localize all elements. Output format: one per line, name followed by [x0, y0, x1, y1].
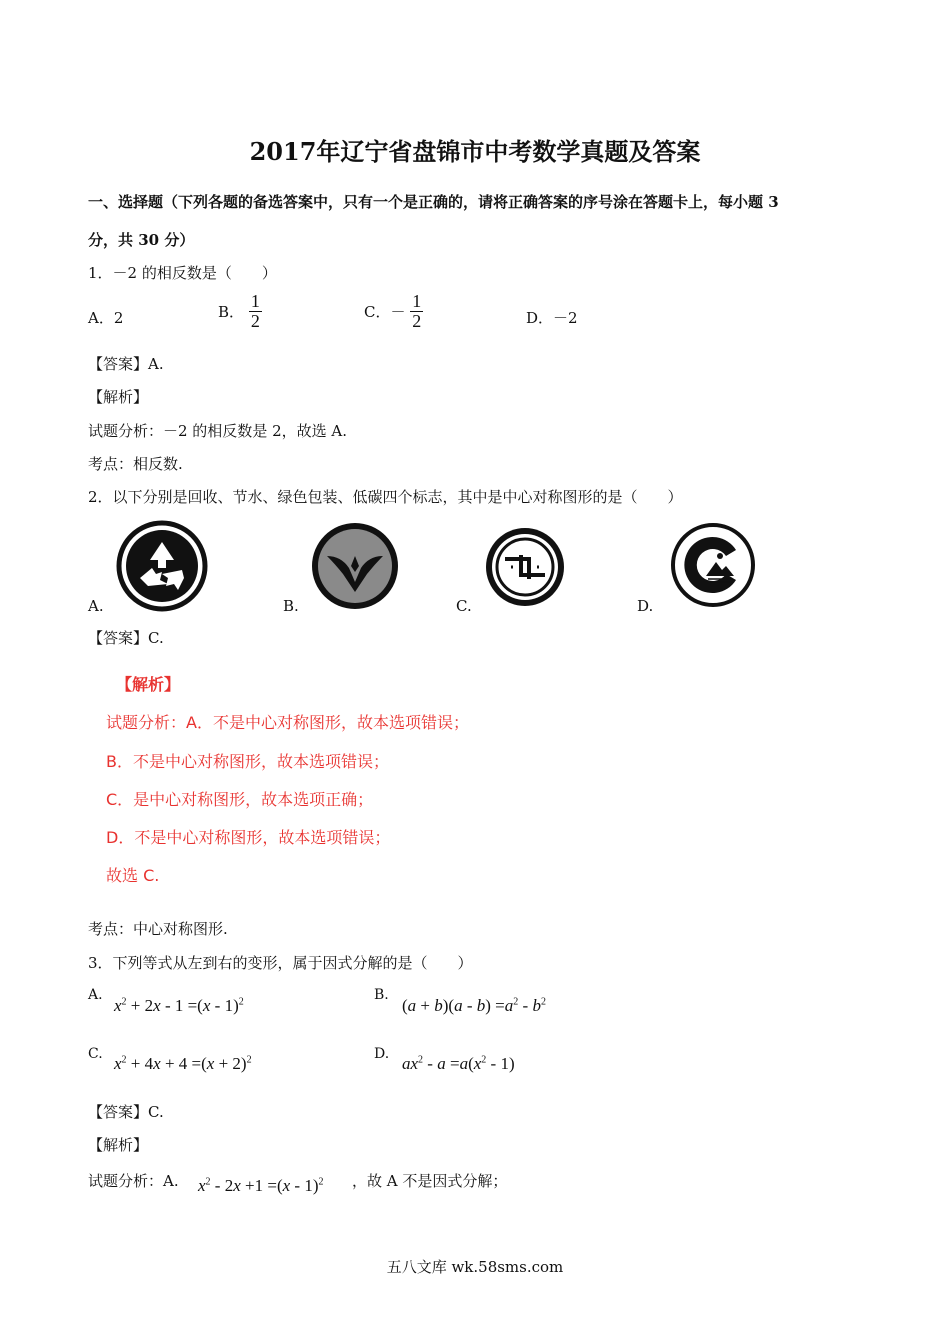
q1-option-b-label: B．	[218, 302, 245, 321]
q2-point: 考点：中心对称图形.	[88, 920, 228, 938]
q3-analysis-suffix: ，故 A 不是因式分解；	[352, 1172, 508, 1190]
q1-option-a: A．2	[88, 309, 124, 327]
q2-analysis-heading: 【解析】	[116, 675, 181, 694]
q2-analysis-line: D．不是中心对称图形，故本选项错误；	[106, 828, 391, 847]
q3-option-d-formula: $ax^2 - a =a(x^2 - 1)$	[402, 1054, 515, 1073]
q2-label-b: B.	[283, 597, 299, 615]
q3-stem: 3．下列等式从左到右的变形，属于因式分解的是（ ）	[88, 954, 473, 972]
q1-stem: 1．－2 的相反数是（ ）	[88, 264, 277, 282]
low-carbon-logo-icon	[670, 522, 756, 608]
q3-answer: 【答案】C.	[88, 1103, 164, 1121]
q2-label-d: D.	[637, 597, 654, 615]
fraction-denominator: 2	[250, 310, 260, 331]
q2-answer: 【答案】C.	[88, 629, 164, 647]
q1-option-d: D．－2	[526, 309, 578, 327]
q3-option-b-label: B.	[374, 987, 389, 1003]
q1-option-b	[218, 292, 262, 331]
section-heading-line1: 一、选择题（下列各题的备选答案中，只有一个是正确的，请将正确答案的序号涂在答题卡上，每小题 3	[88, 193, 779, 211]
section-heading-line2: 分，共 30 分）	[88, 231, 195, 249]
page-footer: 五八文库 wk.58sms.com	[386, 1258, 564, 1276]
q2-label-a: A.	[88, 597, 104, 615]
q3-option-c-label: C.	[88, 1046, 103, 1062]
page-title: 2017年辽宁省盘锦市中考数学真题及答案	[249, 137, 701, 166]
fraction-numerator: 1	[250, 291, 260, 311]
q3-option-b-formula: $(a + b)(a - b) =a^2 - b^2$	[402, 996, 546, 1015]
q2-analysis-line: C．是中心对称图形，故本选项正确；	[106, 790, 374, 809]
water-saving-logo-icon	[309, 520, 401, 612]
q1-analysis-heading: 【解析】	[88, 388, 149, 406]
q2-analysis-line: B．不是中心对称图形，故本选项错误；	[106, 752, 389, 771]
fraction-denominator: 2	[412, 310, 422, 331]
recycle-logo-icon	[116, 520, 208, 612]
q1-option-c-fraction	[410, 292, 423, 331]
q1-option-b-fraction	[249, 292, 262, 331]
q3-analysis-prefix: 试题分析：A.	[88, 1172, 179, 1190]
q2-analysis-line: 试题分析：A．不是中心对称图形，故本选项错误；	[106, 713, 469, 732]
q3-option-d-label: D.	[374, 1046, 390, 1062]
q1-point: 考点：相反数.	[88, 455, 183, 473]
fraction-numerator: 1	[412, 291, 422, 311]
q1-analysis: 试题分析：－2 的相反数是 2，故选 A.	[88, 422, 347, 440]
q3-analysis-heading: 【解析】	[88, 1136, 149, 1154]
q1-option-c-label: C．－	[364, 302, 406, 321]
q2-analysis-line: 故选 C.	[106, 866, 160, 885]
q3-option-a-formula: $x^2 + 2x - 1 =(x - 1)^2$	[114, 996, 244, 1015]
q1-option-c	[364, 292, 423, 331]
q3-option-a-label: A.	[88, 987, 103, 1003]
q1-answer: 【答案】A.	[88, 355, 164, 373]
q2-label-c: C.	[456, 597, 472, 615]
green-packaging-logo-icon	[483, 525, 567, 609]
q3-option-c-formula: $x^2 + 4x + 4 =(x + 2)^2$	[114, 1054, 252, 1073]
q2-stem: 2．以下分别是回收、节水、绿色包装、低碳四个标志，其中是中心对称图形的是（ ）	[88, 488, 683, 506]
q3-analysis-formula: $x^2 - 2x +1 =(x - 1)^2$	[198, 1176, 324, 1195]
